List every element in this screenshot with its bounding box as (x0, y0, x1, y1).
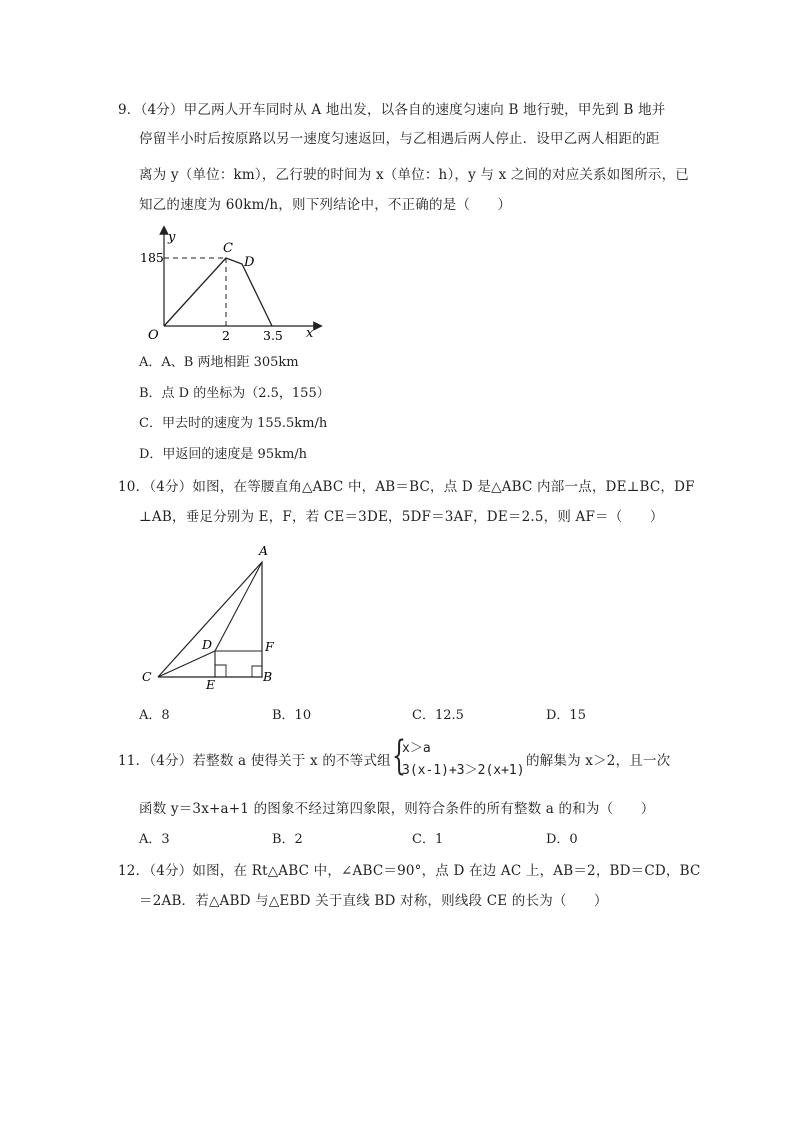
q10-label-d: D (202, 637, 213, 652)
q9-graph (138, 226, 338, 346)
q11-suffix: 的解集为 x＞2，且一次 (526, 753, 671, 769)
q9-label-3-5: 3.5 (263, 328, 283, 343)
q9-line-2: 停留半小时后按原路以另一速度匀速返回，与乙相遇后两人停止．设甲乙两人相距的距 (139, 131, 660, 147)
q10-option-c[interactable]: C．12.5 (412, 708, 464, 723)
q10-label-a: A (259, 543, 269, 558)
q10-right-angle-b (252, 666, 262, 677)
q9-option-d[interactable]: D．甲返回的速度是 95km/h (139, 447, 308, 462)
q10-option-a[interactable]: A．8 (139, 708, 170, 723)
q9-option-a[interactable]: A．A、B 两地相距 305km (139, 355, 299, 370)
q10-label-e: E (206, 677, 216, 692)
q10-label-f: F (265, 639, 274, 654)
q12-line-1: 12．（4分）如图，在 Rt△ABC 中，∠ABC＝90°，点 D 在边 AC 上，AB＝2，BD＝CD，BC (118, 863, 701, 879)
q11-system-brace: { (392, 733, 406, 779)
q9-option-c[interactable]: C．甲去时的速度为 155.5km/h (139, 416, 328, 431)
q10-figure (138, 540, 288, 690)
q11-option-a[interactable]: A．3 (139, 832, 170, 847)
q9-label-origin: O (148, 328, 159, 343)
q11-prefix: 11．（4分）若整数 a 使得关于 x 的不等式组 (118, 753, 391, 769)
q9-line-3: 离为 y（单位：km），乙行驶的时间为 x（单位：h），y 与 x 之间的对应关系如图所示，已 (139, 167, 690, 183)
q9-label-y: y (168, 230, 176, 245)
q9-option-b[interactable]: B．点 D 的坐标为（2.5，155） (139, 386, 330, 401)
q10-label-b: B (263, 669, 273, 684)
q9-label-d: D (244, 255, 255, 270)
q10-line-2: ⊥AB，垂足分别为 E，F，若 CE＝3DE，5DF＝3AF，DE＝2.5，则 AF＝（ ） (139, 509, 664, 525)
q10-label-c: C (142, 669, 152, 684)
q10-line-cd (158, 651, 215, 677)
q10-option-d[interactable]: D．15 (546, 708, 586, 723)
q10-line-1: 10．（4分）如图，在等腰直角△ABC 中，AB＝BC，点 D 是△ABC 内部一点，DE⊥BC，DF (118, 479, 695, 495)
q11-system-line-1: x＞a (402, 741, 431, 756)
q9-line-4: 知乙的速度为 60km/h，则下列结论中，不正确的是（ ） (139, 197, 512, 213)
q11-system-line-2: 3(x-1)+3＞2(x+1) (402, 763, 525, 778)
q9-label-x: x (306, 326, 314, 341)
q10-triangle (158, 562, 262, 677)
q11-line-2: 函数 y＝3x+a+1 的图象不经过第四象限，则符合条件的所有整数 a 的和为（ ） (139, 801, 655, 817)
q9-graph-line (164, 258, 272, 326)
q11-option-d[interactable]: D．0 (546, 832, 578, 847)
q9-label-2: 2 (222, 328, 230, 343)
q9-line-1: 9．（4分）甲乙两人开车同时从 A 地出发，以各自的速度匀速向 B 地行驶，甲先到 B 地并 (118, 102, 666, 118)
q11-option-c[interactable]: C．1 (412, 832, 444, 847)
q12-line-2: ＝2AB．若△ABD 与△EBD 关于直线 BD 对称，则线段 CE 的长为（ ） (139, 893, 608, 909)
q10-right-angle-e (215, 665, 226, 677)
q9-label-c: C (223, 241, 233, 256)
q11-option-b[interactable]: B．2 (272, 832, 303, 847)
q10-option-b[interactable]: B．10 (272, 708, 312, 723)
q9-label-185: 185 (140, 250, 164, 265)
